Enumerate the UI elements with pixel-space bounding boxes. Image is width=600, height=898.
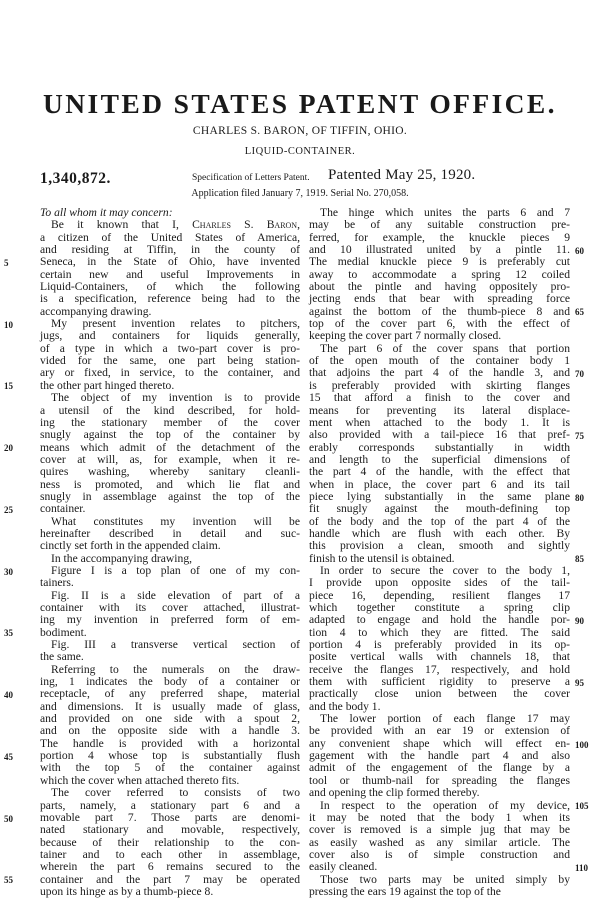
- right-column-line: 15 that afford a finish to the cover and: [309, 391, 570, 405]
- right-column-line: of the body and the top of the part 4 of the: [309, 514, 570, 528]
- right-column-line: and opening the clip formed thereby.: [309, 786, 480, 800]
- right-column-line: ferred, for example, the knuckle pieces 9: [309, 230, 570, 244]
- right-column-line: which together constitute a spring clip: [309, 601, 570, 614]
- right-column-line: it may be noted that the body 1 when its: [309, 810, 570, 824]
- right-column-line: about the pintle and having oppositely pro-: [309, 280, 570, 294]
- line-number: 30: [4, 566, 13, 577]
- left-column-line: Referring to the numerals on the draw-: [51, 662, 300, 676]
- left-column-line: certain new and useful Improvements in: [40, 267, 300, 281]
- left-column-line: tainers.: [40, 576, 74, 590]
- right-column-line: and the body 1.: [309, 699, 381, 713]
- left-column-line: and on the opposite side with a handle 3.: [40, 724, 300, 738]
- left-column-line: a utensil of the kind described, for hold-: [40, 403, 300, 417]
- line-number: 95: [575, 677, 584, 688]
- left-column-line: ness is promoted, and which lie flat and: [40, 477, 300, 491]
- left-column-line: ing, 1 indicates the body of a container or: [40, 675, 300, 689]
- right-column-line: and length to the superficial dimensions of: [309, 452, 570, 466]
- right-column-line: pressing the ears 19 against the top of the: [309, 884, 501, 898]
- right-column-line: gagement with the handle part 4 and also: [309, 749, 570, 763]
- right-column-line: In order to secure the cover to the body 1,: [320, 563, 570, 577]
- right-column-line: of the open mouth of the container body 1: [309, 354, 570, 368]
- patent-number: 1,340,872.: [40, 170, 111, 187]
- left-column-line: Fig. III a transverse vertical section of: [51, 638, 300, 652]
- left-column-line: accompanying drawing.: [40, 304, 152, 318]
- left-column-line: and dimensions. It is usually made of glass,: [40, 699, 300, 713]
- patented-date: Patented May 25, 1920.: [328, 167, 476, 183]
- left-column-line: jugs, and containers for liquids generally,: [40, 329, 300, 343]
- right-column-line: portion 4 is preferably provided in its op-: [309, 638, 570, 652]
- left-column-line: because of their relationship to the con-: [40, 835, 300, 849]
- right-column-line: jecting ends that bear with spreading force: [309, 292, 570, 306]
- left-column-line: ary or fixed, in service, to the container, and: [40, 366, 300, 380]
- right-column-line: tion 4 to which they are fitted. The said: [309, 625, 570, 639]
- right-column-line: tool or thumb-nail for spreading the flanges: [309, 773, 570, 787]
- right-column-line: may be of any suitable construction pre-: [309, 218, 570, 232]
- left-column-line: the other part hinged thereto.: [40, 378, 175, 392]
- right-column-line: that adjoins the part 4 of the handle 3, and: [309, 366, 570, 380]
- line-number: 15: [4, 381, 13, 392]
- left-column-line: ing my invention in preferred form of em-: [40, 613, 300, 627]
- left-column-line: cinctly set forth in the appended claim.: [40, 539, 221, 553]
- right-column-line: as easily washed as any similar article. The: [309, 835, 570, 849]
- line-number: 20: [4, 443, 13, 454]
- line-number: 75: [575, 430, 584, 441]
- right-column-line: any convenient shape which will effect en-: [309, 736, 570, 750]
- left-column-line: cover at will, as, for example, when it re-: [40, 452, 300, 466]
- right-column-line: be provided with an ear 19 or extension of: [309, 724, 570, 738]
- patent-office-title: UNITED STATES PATENT OFFICE.: [43, 88, 557, 119]
- line-number: 70: [575, 369, 584, 380]
- invention-title: LIQUID-CONTAINER.: [244, 146, 356, 157]
- right-column-line: the part 4 of the handle, with the effect that: [309, 465, 570, 479]
- left-column-line: a citizen of the United States of America,: [40, 230, 300, 244]
- right-text-column: [309, 207, 570, 898]
- line-number: 65: [575, 307, 584, 318]
- left-column-line: upon its hinge as by a thumb-piece 8.: [40, 884, 214, 898]
- left-column-line: is a specification, reference being had to the: [40, 292, 300, 306]
- left-column-line: and provided on one side with a spout 2,: [40, 712, 300, 726]
- right-column-line: posite vertical walls with channels 18, that: [309, 650, 570, 664]
- right-column-line: Those two parts may be united simply by: [320, 872, 570, 886]
- right-column-line: The hinge which unites the parts 6 and 7: [320, 206, 570, 219]
- left-column-line: bodiment.: [40, 625, 87, 639]
- left-column-line: Be it known that I, Charles S. Baron,: [51, 218, 300, 232]
- line-number: 90: [575, 616, 584, 627]
- right-column-line: means for preventing its lateral displace-: [309, 403, 570, 417]
- left-column-line: with the top 5 of the container against: [40, 761, 300, 775]
- right-column-line: piece 16, depending, resilient flanges 17: [309, 588, 570, 602]
- right-column-line: The medial knuckle piece 9 is preferably cut: [309, 255, 570, 269]
- right-column-line: fit snugly against the mouth-defining top: [309, 502, 570, 516]
- left-column-line: The object of my invention is to provide: [51, 391, 300, 405]
- right-column-line: cover also is of simple construction and: [309, 847, 570, 861]
- left-column-line: portion 4 whose top is substantially flush: [40, 749, 300, 763]
- right-column-line: piece lying substantially in the same plane: [309, 489, 570, 503]
- left-column-line: the same.: [40, 650, 84, 664]
- left-column-line: Seneca, in the State of Ohio, have invented: [40, 255, 300, 269]
- specification-label: Specification of Letters Patent.: [192, 173, 310, 183]
- line-number: 100: [575, 739, 589, 750]
- left-column-line: ing the stationary member of the cover: [40, 415, 300, 429]
- left-column-line: What constitutes my invention will be: [51, 514, 300, 528]
- left-column-line: container with its cover attached, illustrat-: [40, 601, 300, 614]
- line-number: 60: [575, 245, 584, 256]
- right-column-line: away to accommodate a spring 12 coiled: [309, 267, 570, 281]
- line-number: 25: [4, 504, 13, 515]
- left-column-line: of a type in which a two-part cover is pro-: [40, 341, 300, 355]
- right-column-line: cover is removed is a simple jug that may be: [309, 823, 570, 837]
- right-column-line: top of the cover part 6, with the effect of: [309, 317, 570, 331]
- line-number: 105: [575, 801, 589, 812]
- right-column-line: keeping the cover part 7 normally closed.: [309, 329, 502, 343]
- inventor-line: CHARLES S. BARON, OF TIFFIN, OHIO.: [192, 125, 408, 137]
- left-column-line: hereinafter described in detail and suc-: [40, 526, 300, 540]
- left-column-line: parts, namely, a stationary part 6 and a: [40, 798, 300, 812]
- left-column-line: means which admit of the detachment of the: [40, 440, 300, 454]
- right-column-line: them with sufficient rigidity to preserve a: [309, 675, 570, 689]
- left-column-line: movable part 7. Those parts are denomi-: [40, 810, 300, 824]
- left-column-line: snugly against the top of the container by: [40, 428, 300, 442]
- line-number: 85: [575, 554, 584, 565]
- line-number: 10: [4, 319, 13, 330]
- right-column-line: adapted to engage and hold the handle por-: [309, 613, 570, 627]
- left-column-line: Liquid-Containers, of which the following: [40, 280, 300, 294]
- line-number: 80: [575, 492, 584, 503]
- line-number: 45: [4, 751, 13, 762]
- left-column-line: wherein the part 6 remains secured to the: [40, 860, 300, 874]
- left-column-line: tainer and to each other in assemblage,: [40, 847, 300, 861]
- left-column-line: nated stationary and movable, respectively,: [40, 823, 300, 837]
- line-number: 50: [4, 813, 13, 824]
- right-column-line: In respect to the operation of my device,: [320, 798, 570, 812]
- right-column-line: and 10 illustrated united by a pintle 11.: [309, 243, 570, 257]
- line-number: 40: [4, 690, 13, 701]
- right-column-line: also provided with a tail-piece 16 that pref-: [309, 428, 570, 442]
- left-column-line: vided for the same, one part being station-: [40, 354, 300, 368]
- right-column-line: is preferably provided with skirting flanges: [309, 378, 570, 392]
- left-column-line: Figure I is a top plan of one of my con-: [51, 563, 300, 577]
- right-column-line: receive the flanges 17, respectively, and hold: [309, 662, 570, 676]
- right-column-line: admit of the engagement of the flange by a: [309, 761, 570, 775]
- right-column-line: practically close union between the cover: [309, 687, 570, 701]
- left-column-line: container and the part 7 may be operated: [40, 872, 300, 886]
- left-column-line: The handle is provided with a horizontal: [40, 736, 300, 750]
- left-column-line: My present invention relates to pitchers,: [51, 317, 300, 331]
- right-column-line: The lower portion of each flange 17 may: [320, 712, 570, 726]
- left-column-line: snugly in assemblage against the top of the: [40, 489, 300, 503]
- left-column-line: Fig. II is a side elevation of part of a: [51, 588, 300, 602]
- line-number: 110: [575, 863, 589, 874]
- right-column-line: this provision a clean, smooth and sightly: [309, 539, 570, 553]
- left-column-line: quires washing, whereby sanitary cleanli-: [40, 465, 300, 479]
- left-column-line: In the accompanying drawing,: [51, 551, 193, 565]
- right-column-line: finish to the utensil is obtained.: [309, 551, 455, 565]
- left-column-line: and residing at Tiffin, in the county of: [40, 243, 300, 257]
- right-column-line: easily cleaned.: [309, 860, 378, 874]
- left-column-line: which the cover when attached thereto fits.: [40, 773, 240, 787]
- application-filed-line: Application filed January 7, 1919. Serial No. 270,058.: [191, 188, 409, 199]
- left-text-column: [40, 207, 300, 898]
- right-column-line: when in place, the cover part 6 and its tail: [309, 477, 570, 491]
- right-column-line: The part 6 of the cover spans that portion: [320, 341, 570, 355]
- line-number: 5: [4, 257, 9, 268]
- right-column-line: ment when attached to the body 1. It is: [309, 415, 570, 429]
- right-column-line: I provide upon opposite sides of the tail-: [309, 576, 570, 590]
- right-column-line: against the bottom of the thumb-piece 8 and: [309, 304, 570, 318]
- left-column-line: The cover referred to consists of two: [51, 786, 300, 800]
- left-column-line: container.: [40, 502, 86, 516]
- right-column-line: handle which are flush with each other. By: [309, 526, 570, 540]
- line-number: 55: [4, 875, 13, 886]
- right-column-line: erably corresponds substantially in width: [309, 440, 570, 454]
- left-column-line: To all whom it may concern:: [40, 206, 173, 219]
- left-column-line: receptacle, of any preferred shape, material: [40, 687, 300, 701]
- line-number: 35: [4, 628, 13, 639]
